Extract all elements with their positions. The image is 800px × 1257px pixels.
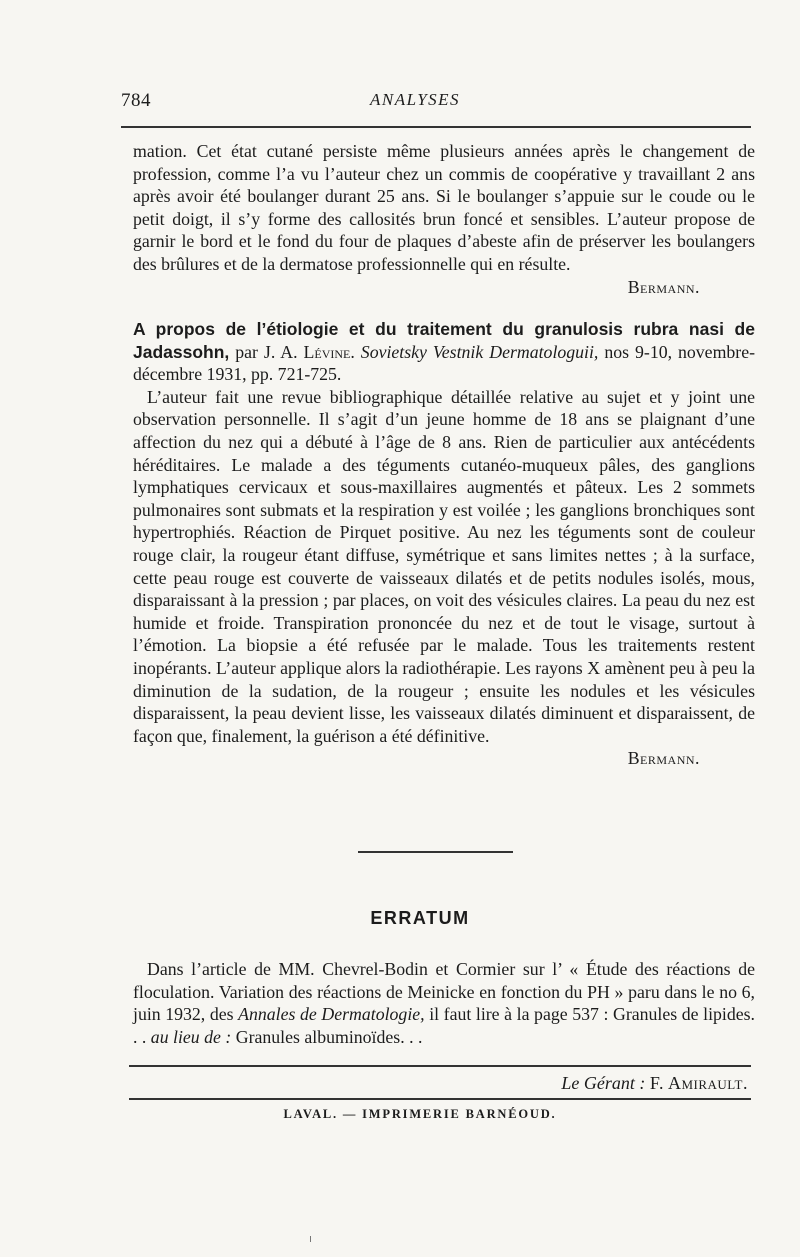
- header-rule: [121, 126, 751, 128]
- running-head: ANALYSES: [369, 90, 461, 109]
- gerant-line: [561, 1073, 748, 1094]
- abstract-signature: Bermann.: [627, 276, 700, 297]
- section-separator: [358, 851, 513, 853]
- article-author: Lévine.: [303, 341, 355, 362]
- footer-rule-bottom: [129, 1098, 751, 1100]
- article-heading: [133, 318, 755, 386]
- erratum-text: [133, 958, 755, 1048]
- printer-imprint: LAVAL. — IMPRIMERIE BARNÉOUD.: [283, 1107, 557, 1121]
- article-signature: Bermann.: [627, 748, 700, 769]
- footer-rule-top: [129, 1065, 751, 1067]
- erratum-ending: Granules albuminoïdes. . .: [235, 1026, 423, 1047]
- print-mark: [310, 1236, 311, 1242]
- continued-abstract-text: mation. Cet état cutané persiste même plusieurs années après le changement de profession, comme l’a vu l’auteur chez un commis de coopérative y travaillant 2 ans après avoir été boulanger durant 25 ans. Si le boulanger s’appuie sur le coude ou le petit doigt, il s’y forme des callosités brun foncé et sensibles. L’auteur propose de garnir le bord et le fond du four de plaques d’abeste afin de préserver les boulangers des brûlures et de la dermatose professionnelle qui en résulte.: [133, 141, 755, 274]
- gerant-name: F. Amirault.: [649, 1073, 748, 1093]
- article-by: par J. A.: [235, 341, 298, 362]
- erratum-title: ERRATUM: [370, 908, 470, 928]
- page-number: 784: [121, 90, 151, 111]
- erratum-body: [133, 958, 755, 1048]
- article-citation: nos 9-10, novembre-décembre 1931, pp. 721-725.: [133, 341, 756, 385]
- erratum-correction: il faut lire à la page 537 : Granules de lipides. . .: [133, 1004, 755, 1047]
- erratum-intro: Dans l’article de MM. Chevrel-Bodin et Cormier sur l’ « Étude des réactions de floculation. Variation des réactions de Meinicke en fonction du PH » paru dans le no 6, juin 1932, des: [133, 959, 755, 1025]
- article-title: A propos de l’étiologie et du traitement du granulosis rubra nasi de Jadassohn,: [133, 319, 755, 362]
- article-body: L’auteur fait une revue bibliographique détaillée relative au sujet et y joint une observation personnelle. Il s’agit d’un jeune homme de 18 ans se plaignant d’une affection du nez qui a débuté à l’âge de 8 ans. Rien de particulier aux antécédents héréditaires. Le malade a des téguments cutanéo-muqueux pâles, des ganglions lymphatiques cervicaux et sous-maxillaires augmentés et pâteux. Les 2 sommets pulmonaires sont submats et la respiration y est voilée ; les ganglions bronchiques sont hypertrophiés. Réaction de Pirquet positive. Au nez les téguments sont de couleur rouge clair, la rougeur étant diffuse, symétrique et sans limites nettes ; à la surface, cette peau rouge est couverte de vaisseaux dilatés et de petits nodules isolés, mous, disparaissant à la pression ; par places, on voit des vésicules claires. La peau du nez est humide et froide. Transpiration prononcée du nez et de tout le visage, surtout à l’émotion. La biopsie a été refusée par le malade. Tous les traitements restent inopérants. L’auteur applique alors la radiothérapie. Les rayons X amènent peu à peu la diminution de la sudation, de la rougeur ; ensuite les nodules et les vésicules disparaissent, la peau devient lisse, les vaisseaux dilatés diminuent et disparaissent, de façon que, finalement, la guérison a été définitive.: [133, 386, 755, 746]
- article-journal: Sovietsky Vestnik Dermatologuii,: [360, 341, 599, 362]
- gerant-label: Le Gérant :: [561, 1073, 646, 1093]
- article-abstract: [133, 318, 755, 770]
- continued-abstract: [133, 140, 755, 298]
- erratum-journal: Annales de Dermatologie,: [238, 1004, 425, 1025]
- erratum-instead-of: au lieu de :: [150, 1026, 232, 1047]
